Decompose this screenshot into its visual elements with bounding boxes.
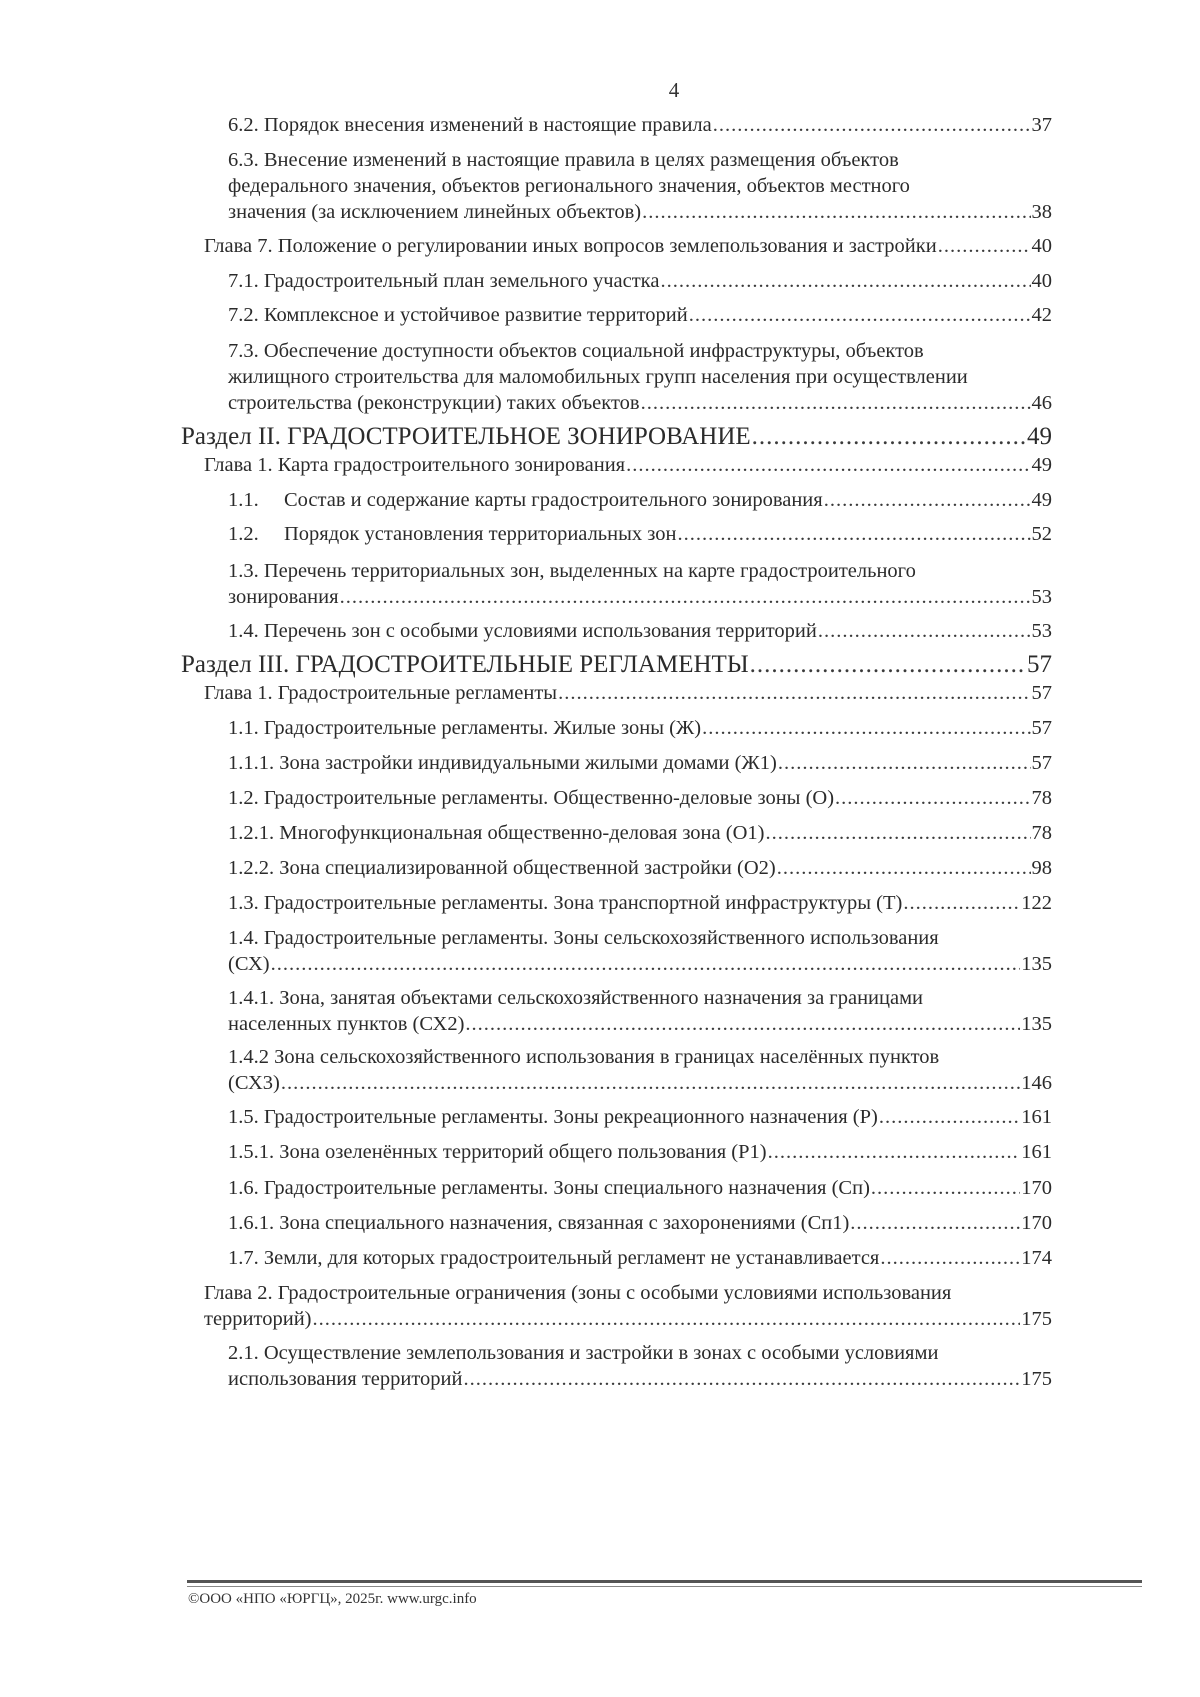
toc-dot-leader xyxy=(903,890,1020,916)
toc-entry-title: зонирования xyxy=(228,586,339,608)
toc-entry-title: (СХ3) xyxy=(228,1072,280,1094)
toc-entry-last-line xyxy=(228,820,1052,846)
toc-dot-leader xyxy=(879,1104,1020,1130)
toc-entry-title: 1.7. Земли, для которых градостроительный регламент не устанавливается xyxy=(228,1247,880,1269)
toc-page-number: 49 xyxy=(1031,489,1052,511)
toc-entry-last-line xyxy=(228,618,1052,644)
toc-entry-last-line xyxy=(204,1306,1052,1332)
toc-entry-last-line xyxy=(228,1210,1052,1236)
toc-entry-last-line xyxy=(204,680,1052,706)
toc-entry xyxy=(228,487,1052,513)
toc-entry xyxy=(228,785,1052,811)
toc-entry-title: 1.4. Перечень зон с особыми условиями использования территорий xyxy=(228,620,817,642)
toc-page-number: 38 xyxy=(1031,201,1052,223)
toc-dot-leader xyxy=(626,452,1030,478)
toc-page-number: 57 xyxy=(1031,717,1052,739)
toc-entry-line: 1.4. Градостроительные регламенты. Зоны сельскохозяйственного использования xyxy=(228,927,939,949)
toc-entry-last-line xyxy=(228,521,1052,547)
page-number: 4 xyxy=(668,78,680,102)
toc-dot-leader xyxy=(768,1139,1021,1165)
toc-entry-title: 7.1. Градостроительный план земельного участка xyxy=(228,270,660,292)
toc-entry-title: значения (за исключением линейных объектов) xyxy=(228,201,642,223)
toc-page-number: 40 xyxy=(1031,235,1052,257)
toc-page-number: 146 xyxy=(1021,1072,1052,1094)
toc-entry-title: использования территорий xyxy=(228,1368,463,1390)
toc-entry-last-line xyxy=(228,951,1052,977)
toc-entry-title: 1.5.1. Зона озеленённых территорий общего пользования (Р1) xyxy=(228,1141,767,1163)
toc-entry xyxy=(228,338,1052,416)
toc-entry-title: 1.5. Градостроительные регламенты. Зоны рекреационного назначения (Р) xyxy=(228,1106,878,1128)
toc-page-number: 49 xyxy=(1031,454,1052,476)
toc-entry-title: 1.1.1. Зона застройки индивидуальными жилыми домами (Ж1) xyxy=(228,752,777,774)
toc-dot-leader xyxy=(850,1210,1020,1236)
toc-page-number: 57 xyxy=(1027,651,1052,678)
toc-page-number: 98 xyxy=(1031,857,1052,879)
toc-entry-last-line xyxy=(228,890,1052,916)
toc-entry xyxy=(204,233,1052,259)
toc-page-number: 53 xyxy=(1031,620,1052,642)
toc-dot-leader xyxy=(752,422,1026,452)
toc-dot-leader xyxy=(689,302,1031,328)
toc-dot-leader xyxy=(464,1366,1021,1392)
toc-entry-title: Глава 1. Карта градостроительного зонирования xyxy=(204,454,626,476)
toc-entry-line: 1.3. Перечень территориальных зон, выделенных на карте градостроительного xyxy=(228,560,916,582)
toc-dot-leader xyxy=(778,750,1031,776)
toc-entry-last-line xyxy=(228,487,1052,513)
toc-entry-last-line xyxy=(228,1139,1052,1165)
toc-entry-line: федерального значения, объектов регионального значения, объектов местного xyxy=(228,175,910,197)
toc-dot-leader xyxy=(818,618,1031,644)
toc-entry-line: 1.4.1. Зона, занятая объектами сельскохозяйственного назначения за границами xyxy=(228,987,924,1009)
toc-page-number: 122 xyxy=(1021,892,1052,914)
toc-entry xyxy=(228,302,1052,328)
toc-page-number: 135 xyxy=(1021,1013,1052,1035)
toc-entry xyxy=(204,680,1052,706)
toc-entry-title: 1.6. Градостроительные регламенты. Зоны специального назначения (Сп) xyxy=(228,1177,870,1199)
toc-entry-line: 1.4.2 Зона сельскохозяйственного использования в границах населённых пунктов xyxy=(228,1046,940,1068)
toc-entry-title: 1.2.2. Зона специализированной общественной застройки (О2) xyxy=(228,857,776,879)
toc-entry-line: Глава 2. Градостроительные ограничения (зоны с особыми условиями использования xyxy=(204,1282,952,1304)
toc-entry-last-line xyxy=(204,452,1052,478)
toc-page-number: 174 xyxy=(1021,1247,1052,1269)
toc-entry-last-line xyxy=(228,1245,1052,1271)
toc-page-number: 53 xyxy=(1031,586,1052,608)
toc-page-number: 40 xyxy=(1031,270,1052,292)
toc-dot-leader xyxy=(880,1245,1020,1271)
toc-dot-leader xyxy=(824,487,1031,513)
toc-entry xyxy=(181,422,1052,452)
toc-entry xyxy=(228,268,1052,294)
toc-page-number: 175 xyxy=(1021,1368,1052,1390)
toc-entry xyxy=(228,1245,1052,1271)
toc-entry-number: 1.1. xyxy=(228,489,259,511)
toc-page-number: 57 xyxy=(1031,682,1052,704)
toc-entry-title: (СХ) xyxy=(228,953,270,975)
toc-entry xyxy=(228,925,1052,977)
toc-dot-leader xyxy=(713,112,1031,138)
toc-page-number: 57 xyxy=(1031,752,1052,774)
toc-page-number: 49 xyxy=(1027,423,1052,450)
toc-entry-title: Глава 7. Положение о регулировании иных вопросов землепользования и застройки xyxy=(204,235,937,257)
toc-entry-last-line xyxy=(228,1011,1052,1037)
toc-entry-title: 7.2. Комплексное и устойчивое развитие территорий xyxy=(228,304,688,326)
toc-dot-leader xyxy=(281,1070,1020,1096)
toc-entry-last-line xyxy=(228,855,1052,881)
toc-entry xyxy=(228,1340,1052,1392)
toc-entry-line: жилищного строительства для маломобильных групп населения при осуществлении xyxy=(228,366,968,388)
toc-entry-title: 1.2. Градостроительные регламенты. Общественно-деловые зоны (О) xyxy=(228,787,835,809)
toc-entry xyxy=(228,1104,1052,1130)
toc-entry xyxy=(204,1280,1052,1332)
toc-entry-title: Раздел III. ГРАДОСТРОИТЕЛЬНЫЕ РЕГЛАМЕНТЫ xyxy=(181,651,749,678)
toc-page-number: 52 xyxy=(1031,523,1052,545)
toc-entry-title: Раздел II. ГРАДОСТРОИТЕЛЬНОЕ ЗОНИРОВАНИЕ xyxy=(181,423,751,450)
toc-page-number: 78 xyxy=(1031,822,1052,844)
toc-entry xyxy=(228,715,1052,741)
toc-entry-last-line xyxy=(228,302,1052,328)
toc-entry-last-line xyxy=(228,268,1052,294)
toc-entry xyxy=(204,452,1052,478)
toc-entry-line: 7.3. Обеспечение доступности объектов социальной инфраструктуры, объектов xyxy=(228,340,924,362)
toc-entry-last-line xyxy=(228,1175,1052,1201)
toc-entry-last-line xyxy=(228,390,1052,416)
toc-dot-leader xyxy=(750,650,1026,680)
toc-entry xyxy=(228,1139,1052,1165)
toc-entry xyxy=(228,750,1052,776)
toc-page-number: 175 xyxy=(1021,1308,1052,1330)
toc-dot-leader xyxy=(835,785,1030,811)
toc-entry-number: 1.2. xyxy=(228,523,259,545)
toc-entry-title: 1.3. Градостроительные регламенты. Зона транспортной инфраструктуры (Т) xyxy=(228,892,903,914)
toc-page-number: 37 xyxy=(1031,114,1052,136)
toc-entry xyxy=(228,558,1052,610)
toc-dot-leader xyxy=(702,715,1030,741)
toc-entry-last-line xyxy=(204,233,1052,259)
toc-page-number: 170 xyxy=(1021,1212,1052,1234)
toc-entry-title: 1.2.1. Многофункциональная общественно-деловая зона (О1) xyxy=(228,822,765,844)
toc-entry-title: Состав и содержание карты градостроительного зонирования xyxy=(284,489,823,511)
toc-dot-leader xyxy=(641,390,1031,416)
toc-entry-last-line xyxy=(228,1070,1052,1096)
toc-entry-last-line xyxy=(228,750,1052,776)
toc-page-number: 135 xyxy=(1021,953,1052,975)
toc-entry-last-line xyxy=(228,112,1052,138)
toc-dot-leader xyxy=(677,521,1030,547)
toc-page-number: 42 xyxy=(1031,304,1052,326)
toc-dot-leader xyxy=(660,268,1030,294)
footer-rule-thin xyxy=(187,1586,1142,1587)
toc-entry xyxy=(228,1044,1052,1096)
toc-entry-title: 6.2. Порядок внесения изменений в настоящие правила xyxy=(228,114,712,136)
toc-entry xyxy=(228,820,1052,846)
toc-entry xyxy=(228,112,1052,138)
toc-entry-title: 1.6.1. Зона специального назначения, связанная с захоронениями (Сп1) xyxy=(228,1212,850,1234)
toc-page-number: 161 xyxy=(1021,1141,1052,1163)
toc-entry-title: населенных пунктов (СХ2) xyxy=(228,1013,465,1035)
toc-dot-leader xyxy=(271,951,1021,977)
toc-dot-leader xyxy=(558,680,1030,706)
toc-page-number: 78 xyxy=(1031,787,1052,809)
toc-dot-leader xyxy=(938,233,1031,259)
toc-entry-last-line xyxy=(228,1366,1052,1392)
toc-dot-leader xyxy=(765,820,1030,846)
toc-entry-last-line xyxy=(181,422,1052,452)
toc-dot-leader xyxy=(340,584,1031,610)
toc-entry-last-line xyxy=(181,650,1052,680)
toc-entry-title: Глава 1. Градостроительные регламенты xyxy=(204,682,558,704)
toc-entry xyxy=(228,855,1052,881)
footer-rule xyxy=(187,1580,1142,1583)
toc-page-number: 170 xyxy=(1021,1177,1052,1199)
toc-entry-last-line xyxy=(228,584,1052,610)
toc-dot-leader xyxy=(465,1011,1020,1037)
toc-entry xyxy=(228,890,1052,916)
toc-entry xyxy=(228,1175,1052,1201)
toc-page-number: 46 xyxy=(1031,392,1052,414)
toc-entry-last-line xyxy=(228,785,1052,811)
toc-entry-line: 2.1. Осуществление землепользования и застройки в зонах с особыми условиями xyxy=(228,1342,939,1364)
toc-entry-last-line xyxy=(228,1104,1052,1130)
toc-entry-line: 6.3. Внесение изменений в настоящие правила в целях размещения объектов xyxy=(228,149,899,171)
footer-copyright: ©ООО «НПО «ЮРГЦ», 2025г. www.urgc.info xyxy=(188,1591,477,1607)
toc-page-number: 161 xyxy=(1021,1106,1052,1128)
toc-entry xyxy=(228,618,1052,644)
toc-entry xyxy=(228,1210,1052,1236)
toc-entry-title: Порядок установления территориальных зон xyxy=(284,523,677,545)
toc-entry-title: территорий) xyxy=(204,1308,312,1330)
toc-dot-leader xyxy=(313,1306,1021,1332)
toc-dot-leader xyxy=(642,199,1030,225)
toc-entry-title: 1.1. Градостроительные регламенты. Жилые зоны (Ж) xyxy=(228,717,702,739)
toc-dot-leader xyxy=(777,855,1031,881)
toc-entry xyxy=(228,521,1052,547)
toc-entry-title: строительства (реконструкции) таких объектов xyxy=(228,392,640,414)
toc-entry xyxy=(181,650,1052,680)
toc-entry-last-line xyxy=(228,715,1052,741)
toc-dot-leader xyxy=(871,1175,1020,1201)
toc-entry xyxy=(228,147,1052,225)
toc-entry-last-line xyxy=(228,199,1052,225)
toc-entry xyxy=(228,985,1052,1037)
